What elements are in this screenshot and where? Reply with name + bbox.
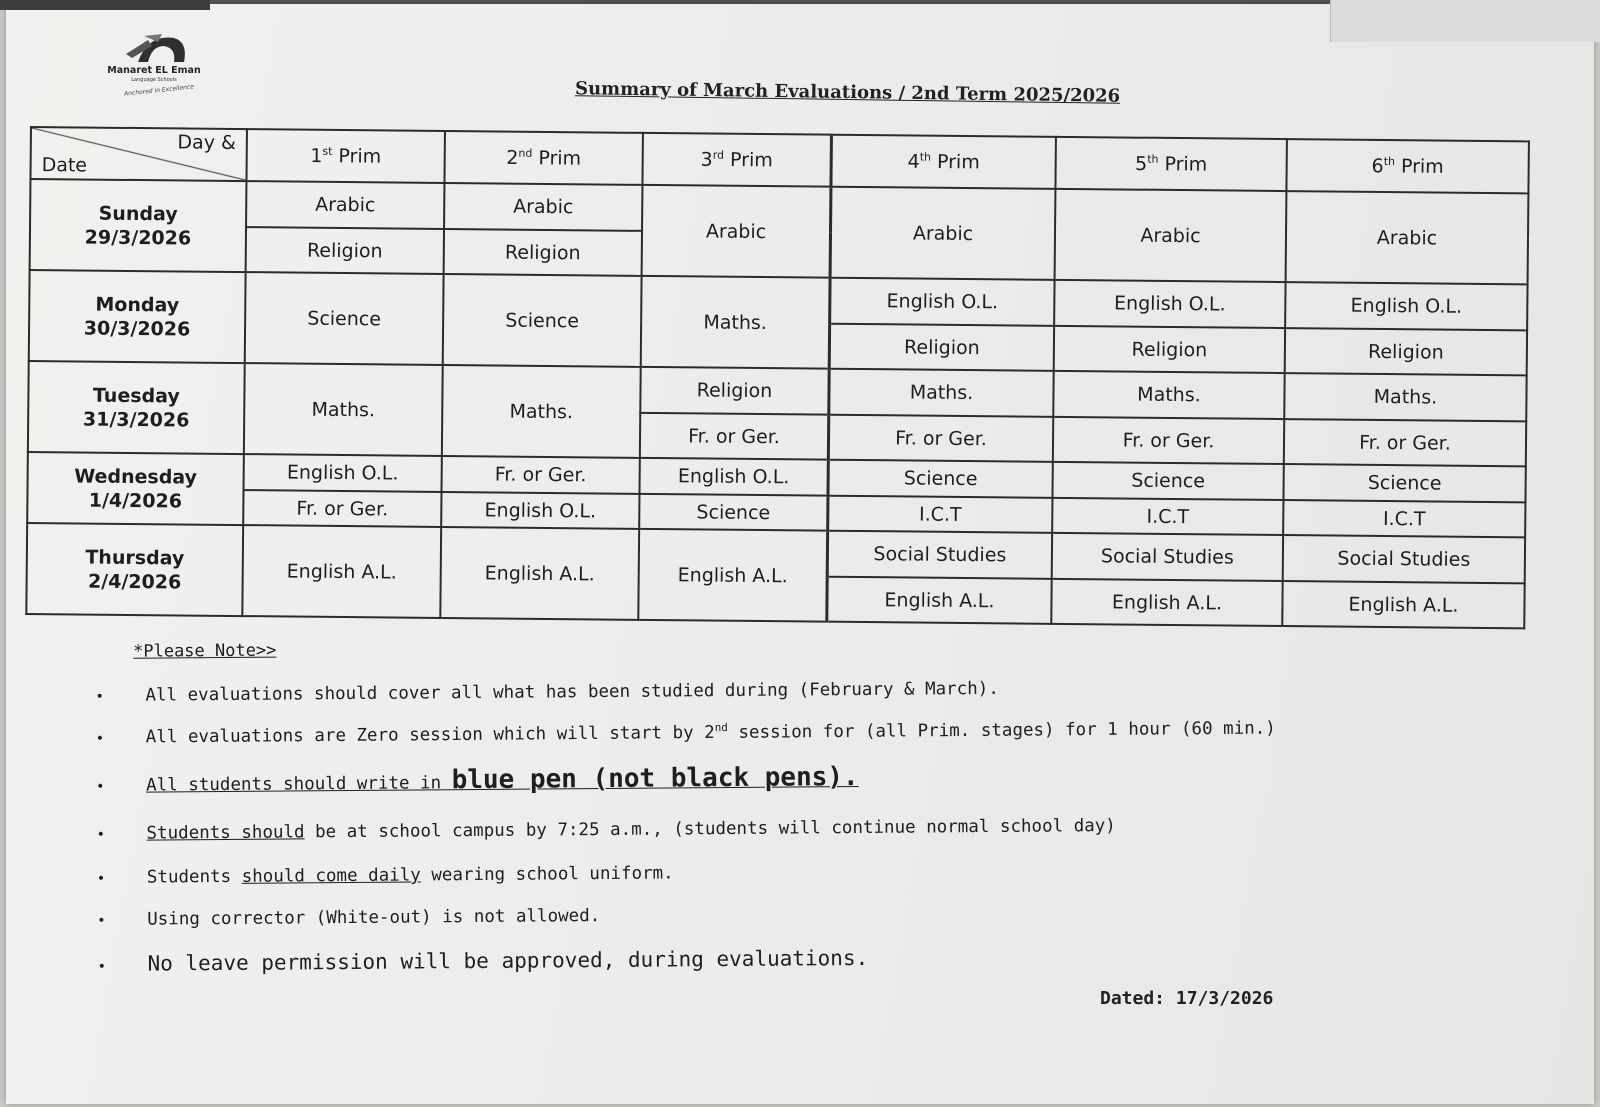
subject-cell: Science — [443, 274, 642, 367]
subject-cell: I.C.T — [1283, 500, 1525, 537]
day-cell-sunday: Sunday 29/3/2026 — [30, 179, 247, 272]
subject-cell: Social Studies — [1283, 535, 1525, 583]
subject-cell: English A.L. — [440, 527, 639, 620]
subject-cell: Religion — [246, 227, 444, 274]
logo-motto: Anchored in Excellence — [123, 83, 195, 98]
corner-date-label: Date — [41, 154, 88, 177]
day-cell-tuesday: Tuesday 31/3/2026 — [28, 361, 245, 454]
day-cell-wednesday: Wednesday 1/4/2026 — [27, 452, 244, 525]
subject-cell: I.C.T — [1052, 498, 1283, 535]
note-item: • Students should be at school campus by 7:25 a.m., (students will continue normal school day) — [96, 815, 1116, 844]
subject-cell: Religion — [1054, 326, 1285, 373]
subject-cell: Science — [1283, 464, 1525, 502]
subject-cell: English A.L. — [242, 525, 441, 618]
notes-heading: *Please Note>> — [133, 640, 277, 662]
bullet-icon: • — [97, 958, 107, 975]
subject-cell: Fr. or Ger. — [442, 456, 640, 494]
note-item: • Using corrector (White-out) is not allowed. — [97, 906, 601, 930]
grade-header-3: 3rd Prim — [642, 133, 831, 187]
corner-day-label: Day & — [177, 131, 236, 154]
subject-cell: Maths. — [244, 363, 443, 456]
document-title: Summary of March Evaluations / 2nd Term 2025/2026 — [574, 78, 1121, 107]
subject-cell: Social Studies — [1052, 533, 1283, 581]
bullet-icon: • — [95, 730, 105, 747]
school-logo — [104, 32, 204, 102]
subject-cell: Maths. — [1053, 371, 1284, 419]
grade-header-1: 1st Prim — [246, 129, 444, 183]
subject-cell: English O.L. — [441, 492, 639, 529]
subject-cell: Religion — [829, 324, 1054, 371]
subject-cell: Fr. or Ger. — [828, 415, 1053, 462]
underlying-sheet — [1330, 0, 1600, 42]
note-item: • All evaluations should cover all what has been studied during (February & March). — [95, 678, 999, 706]
bullet-icon: • — [96, 778, 105, 795]
subject-cell: Arabic — [444, 183, 642, 231]
subject-cell: Arabic — [830, 187, 1055, 280]
subject-cell: Arabic — [642, 185, 831, 278]
bullet-icon: • — [97, 912, 106, 929]
schedule-table — [25, 126, 1530, 629]
subject-cell: English O.L. — [830, 278, 1055, 326]
schedule-table-wrapper — [25, 126, 1530, 629]
subject-cell: English A.L. — [1051, 579, 1282, 626]
subject-cell: English A.L. — [827, 577, 1052, 624]
subject-cell: Science — [1052, 462, 1283, 500]
subject-cell: Maths. — [641, 276, 830, 369]
subject-cell: Science — [828, 460, 1053, 498]
subject-cell: Maths. — [442, 365, 641, 458]
subject-cell: Religion — [640, 367, 829, 415]
grade-header-4: 4th Prim — [831, 135, 1056, 189]
subject-cell: Science — [245, 272, 444, 365]
day-cell-thursday: Thursday 2/4/2026 — [26, 523, 243, 616]
note-item: • All students should write in blue pen (not black pens). — [96, 762, 859, 796]
subject-cell: I.C.T — [828, 496, 1053, 533]
note-item: • No leave permission will be approved, during evaluations. — [97, 945, 869, 976]
subject-cell: Religion — [1285, 328, 1527, 375]
logo-emblem-icon — [118, 32, 190, 66]
subject-cell: Maths. — [829, 369, 1054, 417]
subject-cell: Science — [639, 494, 828, 531]
bullet-icon: • — [96, 826, 106, 843]
subject-cell: Fr. or Ger. — [1053, 417, 1284, 464]
corner-header — [30, 127, 246, 181]
grade-header-2: 2nd Prim — [444, 131, 642, 185]
subject-cell: Social Studies — [827, 531, 1052, 579]
note-item: • Students should come daily wearing school uniform. — [96, 863, 674, 888]
bullet-icon: • — [95, 688, 104, 705]
subject-cell: English A.L. — [638, 529, 827, 622]
subject-cell: Fr. or Ger. — [640, 413, 829, 460]
logo-name: Manaret EL Eman — [107, 65, 201, 76]
subject-cell: English A.L. — [1282, 581, 1524, 628]
background-edge-left — [0, 0, 210, 10]
subject-cell: Religion — [444, 229, 642, 276]
subject-cell: Arabic — [1055, 189, 1287, 282]
subject-cell: English O.L. — [1054, 280, 1285, 328]
subject-cell: English O.L. — [1285, 282, 1527, 330]
note-item: • All evaluations are Zero session which will start by 2nd session for (all Prim. stages) for 1 hour (60 min.) — [95, 718, 1276, 748]
day-cell-monday: Monday 30/3/2026 — [29, 270, 246, 363]
subject-cell: Arabic — [246, 181, 444, 229]
subject-cell: Maths. — [1284, 373, 1526, 421]
bullet-icon: • — [96, 870, 106, 887]
subject-cell: Fr. or Ger. — [1284, 419, 1526, 466]
subject-cell: English O.L. — [244, 454, 442, 492]
subject-cell: Fr. or Ger. — [243, 490, 441, 527]
logo-subtitle: Language Schools — [131, 77, 177, 83]
subject-cell: Arabic — [1286, 191, 1529, 284]
subject-cell: English O.L. — [639, 458, 828, 496]
grade-header-6: 6th Prim — [1286, 139, 1528, 193]
grade-header-5: 5th Prim — [1055, 137, 1286, 191]
dated-label: Dated: 17/3/2026 — [1100, 988, 1274, 1009]
